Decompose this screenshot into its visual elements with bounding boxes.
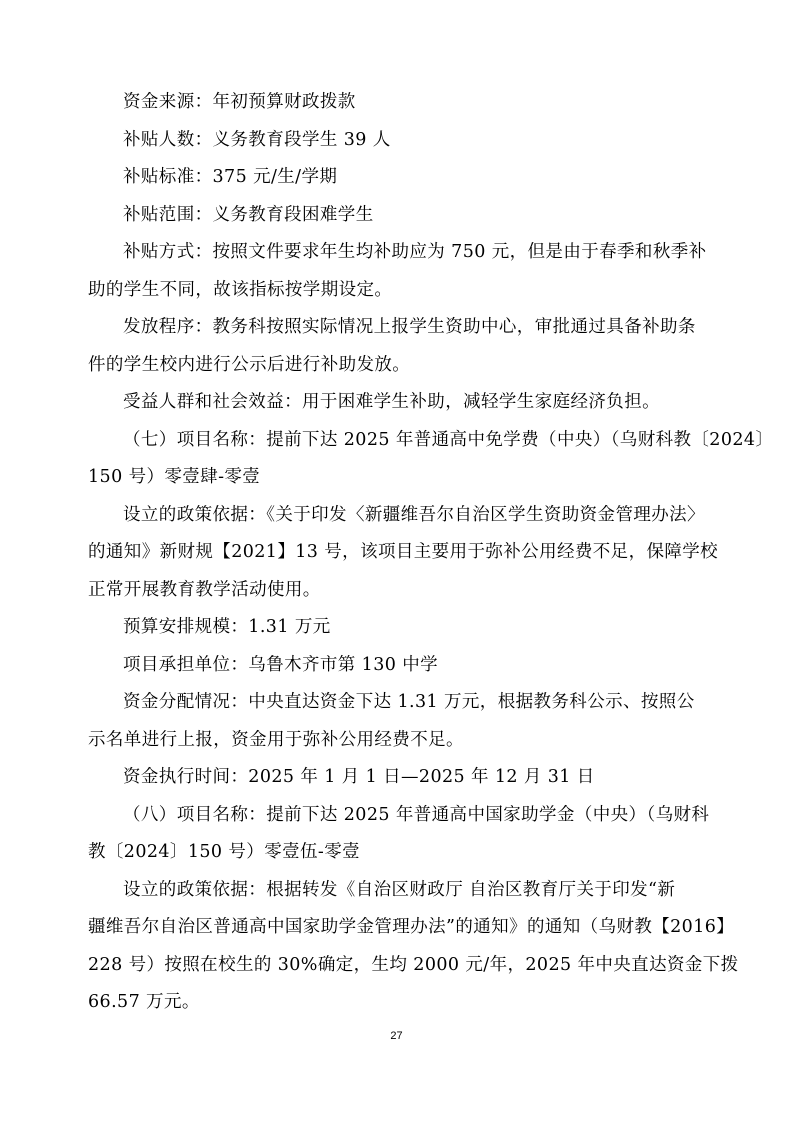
text-line: （七）项目名称：提前下达 2025 年普通高中免学费（中央）（乌财科教〔2024〕 <box>123 429 774 450</box>
document-body <box>88 84 774 1022</box>
text-line: 发放程序：教务科按照实际情况上报学生资助中心，审批通过具备补助条 <box>123 317 696 337</box>
paragraph <box>88 122 706 160</box>
text-line: 资金来源：年初预算财政拨款 <box>123 92 356 112</box>
text-line: 项目承担单位：乌鲁木齐市第 130 中学 <box>123 654 439 675</box>
paragraph <box>88 197 706 235</box>
paragraph <box>88 497 719 610</box>
text-line: 的通知》新财规【2021】13 号，该项目主要用于弥补公用经费不足，保障学校 <box>88 542 719 562</box>
text-line: 资金分配情况：中央直达资金下达 1.31 万元，根据教务科公示、按照公 <box>123 692 695 712</box>
paragraph <box>88 872 739 1022</box>
paragraph <box>88 384 706 422</box>
text-line: 正常开展教育教学活动使用。 <box>88 579 321 600</box>
paragraph <box>88 684 706 759</box>
text-line: 教〔2024〕150 号）零壹伍-零壹 <box>88 842 361 862</box>
page-number: 27 <box>390 1030 403 1042</box>
text-line: 66.57 万元。 <box>88 992 200 1012</box>
text-line: 疆维吾尔自治区普通高中国家助学金管理办法”的通知》的通知（乌财教【2016】 <box>88 917 735 937</box>
text-line: 补贴方式：按照文件要求年生均补助应为 750 元，但是由于春季和秋季补 <box>123 242 707 262</box>
paragraph <box>88 84 706 122</box>
paragraph <box>88 234 706 309</box>
paragraph <box>88 647 706 685</box>
paragraph <box>88 609 706 647</box>
paragraph <box>88 759 706 797</box>
text-line: 件的学生校内进行公示后进行补助发放。 <box>88 354 411 375</box>
text-line: 助的学生不同，故该指标按学期设定。 <box>88 279 393 300</box>
text-line: 设立的政策依据：根据转发《自治区财政厅 自治区教育厅关于印发“新 <box>123 879 676 900</box>
text-line: 150 号）零壹肆-零壹 <box>88 467 261 487</box>
text-line: 受益人群和社会效益：用于困难学生补助，减轻学生家庭经济负担。 <box>123 392 660 412</box>
paragraph <box>88 797 710 872</box>
paragraph <box>88 422 774 497</box>
text-line: 228 号）按照在校生的 30%确定，生均 2000 元/年，2025 年中央直达资金下拨 <box>88 954 739 975</box>
text-line: 补贴人数：义务教育段学生 39 人 <box>123 129 391 150</box>
text-line: 示名单进行上报，资金用于弥补公用经费不足。 <box>88 729 464 750</box>
text-line: 设立的政策依据：《关于印发〈新疆维吾尔自治区学生资助资金管理办法〉 <box>123 504 705 525</box>
paragraph <box>88 159 706 197</box>
text-line: 资金执行时间：2025 年 1 月 1 日—2025 年 12 月 31 日 <box>123 767 595 787</box>
text-line: （八）项目名称：提前下达 2025 年普通高中国家助学金（中央）（乌财科 <box>123 804 710 825</box>
text-line: 补贴标准：375 元/生/学期 <box>123 167 338 187</box>
text-line: 预算安排规模：1.31 万元 <box>123 617 331 637</box>
text-line: 补贴范围：义务教育段困难学生 <box>123 204 374 225</box>
paragraph <box>88 309 706 384</box>
